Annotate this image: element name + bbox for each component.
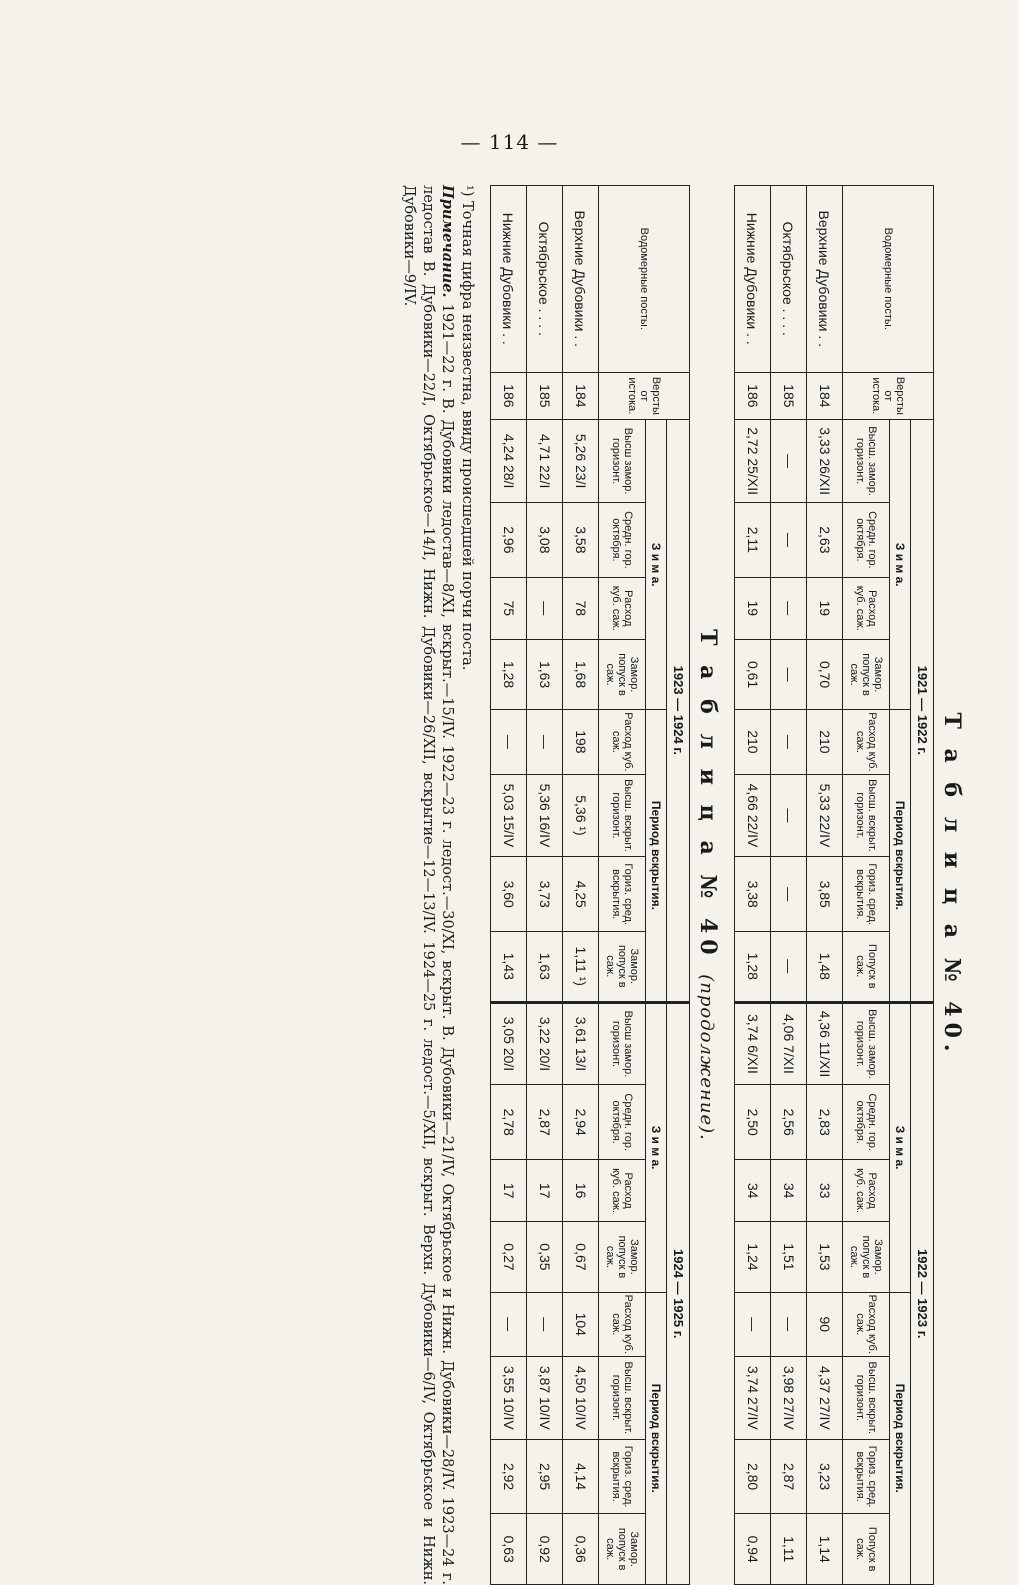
- year-header-1921: 1921 — 1922 г.: [911, 420, 934, 1002]
- col-header: Высш. замор. горизонт.: [843, 420, 890, 503]
- col-header: Средн. гор. октября.: [599, 1085, 646, 1160]
- table-cell: 5,03 15/IV: [491, 774, 527, 857]
- table-cell: —: [735, 1292, 771, 1356]
- table-cell: 0,70: [807, 639, 843, 709]
- table-cell: —: [527, 1292, 563, 1356]
- year-header-1922: 1922 — 1923 г.: [911, 1002, 934, 1584]
- table-cell: 17: [527, 1160, 563, 1222]
- post-name: Нижние Дубовики . .: [735, 186, 771, 373]
- col-header: Высш. вскрыт. горизонт.: [599, 1356, 646, 1439]
- table-a-body: [735, 186, 843, 1585]
- col-header: Средн. гор. октября.: [843, 503, 890, 578]
- table-cell: —: [527, 710, 563, 774]
- table-row: [563, 186, 599, 1585]
- table-cell: 19: [735, 577, 771, 639]
- remark-label: Примечание.: [439, 185, 456, 298]
- table-a-title: [934, 185, 970, 1585]
- versts-value: 186: [491, 372, 527, 420]
- table-cell: 2,80: [735, 1439, 771, 1514]
- table-cell: 2,92: [491, 1439, 527, 1514]
- table-cell: 5,26 23/I: [563, 420, 599, 503]
- table-cell: 1,24: [735, 1222, 771, 1292]
- table-cell: 3,33 26/XII: [807, 420, 843, 503]
- table-cell: 3,85: [807, 857, 843, 932]
- table-cell: 2,83: [807, 1085, 843, 1160]
- zima-header: З и м а.: [890, 1002, 911, 1292]
- col-header: Расход куб. саж.: [599, 1160, 646, 1222]
- table-cell: 3,08: [527, 503, 563, 578]
- table-cell: 0,92: [527, 1514, 563, 1585]
- table-cell: —: [771, 710, 807, 774]
- table-cell: 1,53: [807, 1222, 843, 1292]
- col-header: Замор. попуск в саж.: [843, 639, 890, 709]
- table-cell: 3,55 10/IV: [491, 1356, 527, 1439]
- table-cell: 3,05 20/I: [491, 1002, 527, 1085]
- table-cell: 19: [807, 577, 843, 639]
- table-cell: 3,74 27/IV: [735, 1356, 771, 1439]
- period-header: Период вскрытия.: [890, 710, 911, 1002]
- table-row: [491, 186, 527, 1585]
- col-header: Расход куб. саж.: [843, 1292, 890, 1356]
- table-row: [735, 186, 771, 1585]
- table-cell: 5,36 ¹): [563, 774, 599, 857]
- table-cell: —: [771, 577, 807, 639]
- table-cell: —: [771, 1292, 807, 1356]
- table-cell: 2,94: [563, 1085, 599, 1160]
- table-cell: 5,33 22/IV: [807, 774, 843, 857]
- table-cell: 2,87: [771, 1439, 807, 1514]
- zima-header: З и м а.: [890, 420, 911, 710]
- col-header: Средн. гор. октября.: [599, 503, 646, 578]
- table-cell: 1,68: [563, 639, 599, 709]
- table-cell: 1,11 ¹): [563, 932, 599, 1002]
- table-cell: 1,28: [491, 639, 527, 709]
- table-cell: 0,35: [527, 1222, 563, 1292]
- table-cell: 4,50 10/IV: [563, 1356, 599, 1439]
- col-header: Замор. попуск в саж.: [599, 639, 646, 709]
- year-header-1924: 1924 — 1925 г.: [667, 1002, 690, 1584]
- col-header: Попуск в саж.: [843, 932, 890, 1002]
- table-cell: 3,73: [527, 857, 563, 932]
- col-header-versts: Версты от истока.: [599, 372, 690, 420]
- table-cell: 75: [491, 577, 527, 639]
- table-cell: 2,56: [771, 1085, 807, 1160]
- table-cell: 4,25: [563, 857, 599, 932]
- table-cell: 210: [807, 710, 843, 774]
- remark: [399, 185, 457, 1585]
- table-cell: 3,38: [735, 857, 771, 932]
- table-b-title: [690, 185, 726, 1585]
- table-cell: 104: [563, 1292, 599, 1356]
- table-cell: 1,63: [527, 639, 563, 709]
- table-b: [490, 185, 690, 1585]
- table-cell: 16: [563, 1160, 599, 1222]
- table-cell: —: [491, 1292, 527, 1356]
- table-cell: 17: [491, 1160, 527, 1222]
- table-cell: 4,06 7/XII: [771, 1002, 807, 1085]
- table-cell: 198: [563, 710, 599, 774]
- table-cell: 3,58: [563, 503, 599, 578]
- table-cell: 1,63: [527, 932, 563, 1002]
- col-header: Гориз. сред. вскрытия.: [843, 857, 890, 932]
- col-header: Расход куб. саж.: [843, 1160, 890, 1222]
- table-cell: 0,27: [491, 1222, 527, 1292]
- col-header: Высш. вскрыт. горизонт.: [843, 1356, 890, 1439]
- table-cell: 2,87: [527, 1085, 563, 1160]
- table-cell: 2,78: [491, 1085, 527, 1160]
- table-cell: 0,36: [563, 1514, 599, 1585]
- table-cell: 4,36 11/XII: [807, 1002, 843, 1085]
- col-header: Гориз. сред. вскрытия.: [599, 1439, 646, 1514]
- table-cell: 0,61: [735, 639, 771, 709]
- table-cell: 33: [807, 1160, 843, 1222]
- versts-value: 186: [735, 372, 771, 420]
- table-cell: 3,87 10/IV: [527, 1356, 563, 1439]
- col-header: Замор. попуск в саж.: [843, 1222, 890, 1292]
- col-header-versts: Версты от истока.: [843, 372, 934, 420]
- table-cell: 3,74 6/XII: [735, 1002, 771, 1085]
- col-header: Расход куб. саж.: [599, 577, 646, 639]
- col-header: Гориз. сред. вскрытия.: [843, 1439, 890, 1514]
- versts-value: 185: [771, 372, 807, 420]
- table-cell: 34: [771, 1160, 807, 1222]
- col-header: Расход куб. саж.: [599, 710, 646, 774]
- table-cell: 4,24 28/I: [491, 420, 527, 503]
- table-cell: 2,96: [491, 503, 527, 578]
- table-a: [734, 185, 934, 1585]
- period-header: Период вскрытия.: [646, 710, 667, 1002]
- page-number: — 114 —: [460, 130, 559, 154]
- table-b-title-text: Т а б л и ц а № 40: [695, 629, 721, 961]
- table-cell: 3,98 27/IV: [771, 1356, 807, 1439]
- post-name: Нижние Дубовики . .: [491, 186, 527, 373]
- table-cell: 4,14: [563, 1439, 599, 1514]
- table-row: [807, 186, 843, 1585]
- col-header: Попуск в саж.: [843, 1514, 890, 1585]
- rotated-content: [250, 185, 970, 1585]
- table-cell: 1,51: [771, 1222, 807, 1292]
- post-name: Верхние Дубовики . .: [807, 186, 843, 373]
- table-cell: 1,11: [771, 1514, 807, 1585]
- table-row: [527, 186, 563, 1585]
- table-cell: —: [771, 857, 807, 932]
- table-cell: 3,60: [491, 857, 527, 932]
- table-cell: 3,23: [807, 1439, 843, 1514]
- col-header: Высш. вскрыт. горизонт.: [843, 774, 890, 857]
- table-cell: 2,72 25/XII: [735, 420, 771, 503]
- table-cell: 0,94: [735, 1514, 771, 1585]
- table-cell: 2,95: [527, 1439, 563, 1514]
- table-cell: 210: [735, 710, 771, 774]
- table-row: [771, 186, 807, 1585]
- table-cell: 2,11: [735, 503, 771, 578]
- notes: [399, 185, 476, 1585]
- col-header: Расход куб. саж.: [599, 1292, 646, 1356]
- col-header: Расход куб. саж.: [843, 577, 890, 639]
- table-cell: 4,71 22/I: [527, 420, 563, 503]
- table-cell: 2,50: [735, 1085, 771, 1160]
- table-cell: 0,63: [491, 1514, 527, 1585]
- zima-header: З и м а.: [646, 420, 667, 710]
- table-b-subtitle: (продолжение).: [696, 974, 717, 1141]
- col-header: Гориз. сред. вскрытия.: [599, 857, 646, 932]
- footnote: ¹) Точная цифра неизвестна, ввиду происшедшей порчи поста.: [459, 185, 475, 671]
- table-cell: —: [771, 774, 807, 857]
- table-a-title-text: Т а б л и ц а № 40.: [939, 712, 965, 1058]
- col-header: Средн. гор. октября.: [843, 1085, 890, 1160]
- col-header: Замор. попуск в саж.: [599, 932, 646, 1002]
- table-cell: 1,14: [807, 1514, 843, 1585]
- table-cell: 1,48: [807, 932, 843, 1002]
- table-cell: 1,28: [735, 932, 771, 1002]
- col-header: Высш. замор. горизонт.: [843, 1002, 890, 1085]
- zima-header: З и м а.: [646, 1002, 667, 1292]
- post-name: Октябрьское . . . .: [771, 186, 807, 373]
- table-cell: —: [771, 932, 807, 1002]
- table-cell: —: [527, 577, 563, 639]
- table-cell: —: [771, 420, 807, 503]
- col-header: Высш. вскрыт. горизонт.: [599, 774, 646, 857]
- table-cell: 3,22 20/I: [527, 1002, 563, 1085]
- table-cell: —: [771, 503, 807, 578]
- col-header: Высш замор. горизонт.: [599, 1002, 646, 1085]
- versts-value: 185: [527, 372, 563, 420]
- table-cell: 5,36 16/IV: [527, 774, 563, 857]
- col-header: Замор. попуск в саж.: [599, 1514, 646, 1585]
- table-cell: 2,63: [807, 503, 843, 578]
- post-name: Октябрьское . . . .: [527, 186, 563, 373]
- remark-text: 1921—22 г. В. Дубовики ледостав—8/XI, вскрыт.—15/IV. 1922—23 г. ледост.—30/XI, вскрыт. В. Дубовики—21/IV, Октябрьское и Нижн. Дубовики—28/IV. 1923—24 г. ледостав В. Дубовики—22/I, Октябрьское—14/I, Нижн. Дубовики—26/XII, вскрытие—12—13/IV. 1924—25 г. ледост.—5/XII, вскрыт. Верхн. Дубовики—6/IV, Октябрьское и Нижн. Дубовики—9/IV.: [401, 185, 455, 1585]
- year-header-1923: 1923 — 1924 г.: [667, 420, 690, 1002]
- col-header-posts: Водомерные посты.: [599, 186, 690, 373]
- col-header: Расход куб. саж.: [843, 710, 890, 774]
- versts-value: 184: [563, 372, 599, 420]
- col-header: Замор. попуск в саж.: [599, 1222, 646, 1292]
- table-cell: 90: [807, 1292, 843, 1356]
- period-header: Период вскрытия.: [890, 1292, 911, 1584]
- versts-value: 184: [807, 372, 843, 420]
- post-name: Верхние Дубовики . .: [563, 186, 599, 373]
- col-header-posts: Водомерные посты.: [843, 186, 934, 373]
- table-cell: 1,43: [491, 932, 527, 1002]
- table-cell: 3,61 13/I: [563, 1002, 599, 1085]
- col-header: Высш замор. горизонт.: [599, 420, 646, 503]
- period-header: Период вскрытия.: [646, 1292, 667, 1584]
- table-cell: 34: [735, 1160, 771, 1222]
- table-cell: 78: [563, 577, 599, 639]
- table-cell: —: [491, 710, 527, 774]
- table-cell: 0,67: [563, 1222, 599, 1292]
- table-cell: 4,37 27/IV: [807, 1356, 843, 1439]
- table-cell: —: [771, 639, 807, 709]
- table-b-body: [491, 186, 599, 1585]
- table-cell: 4,66 22/IV: [735, 774, 771, 857]
